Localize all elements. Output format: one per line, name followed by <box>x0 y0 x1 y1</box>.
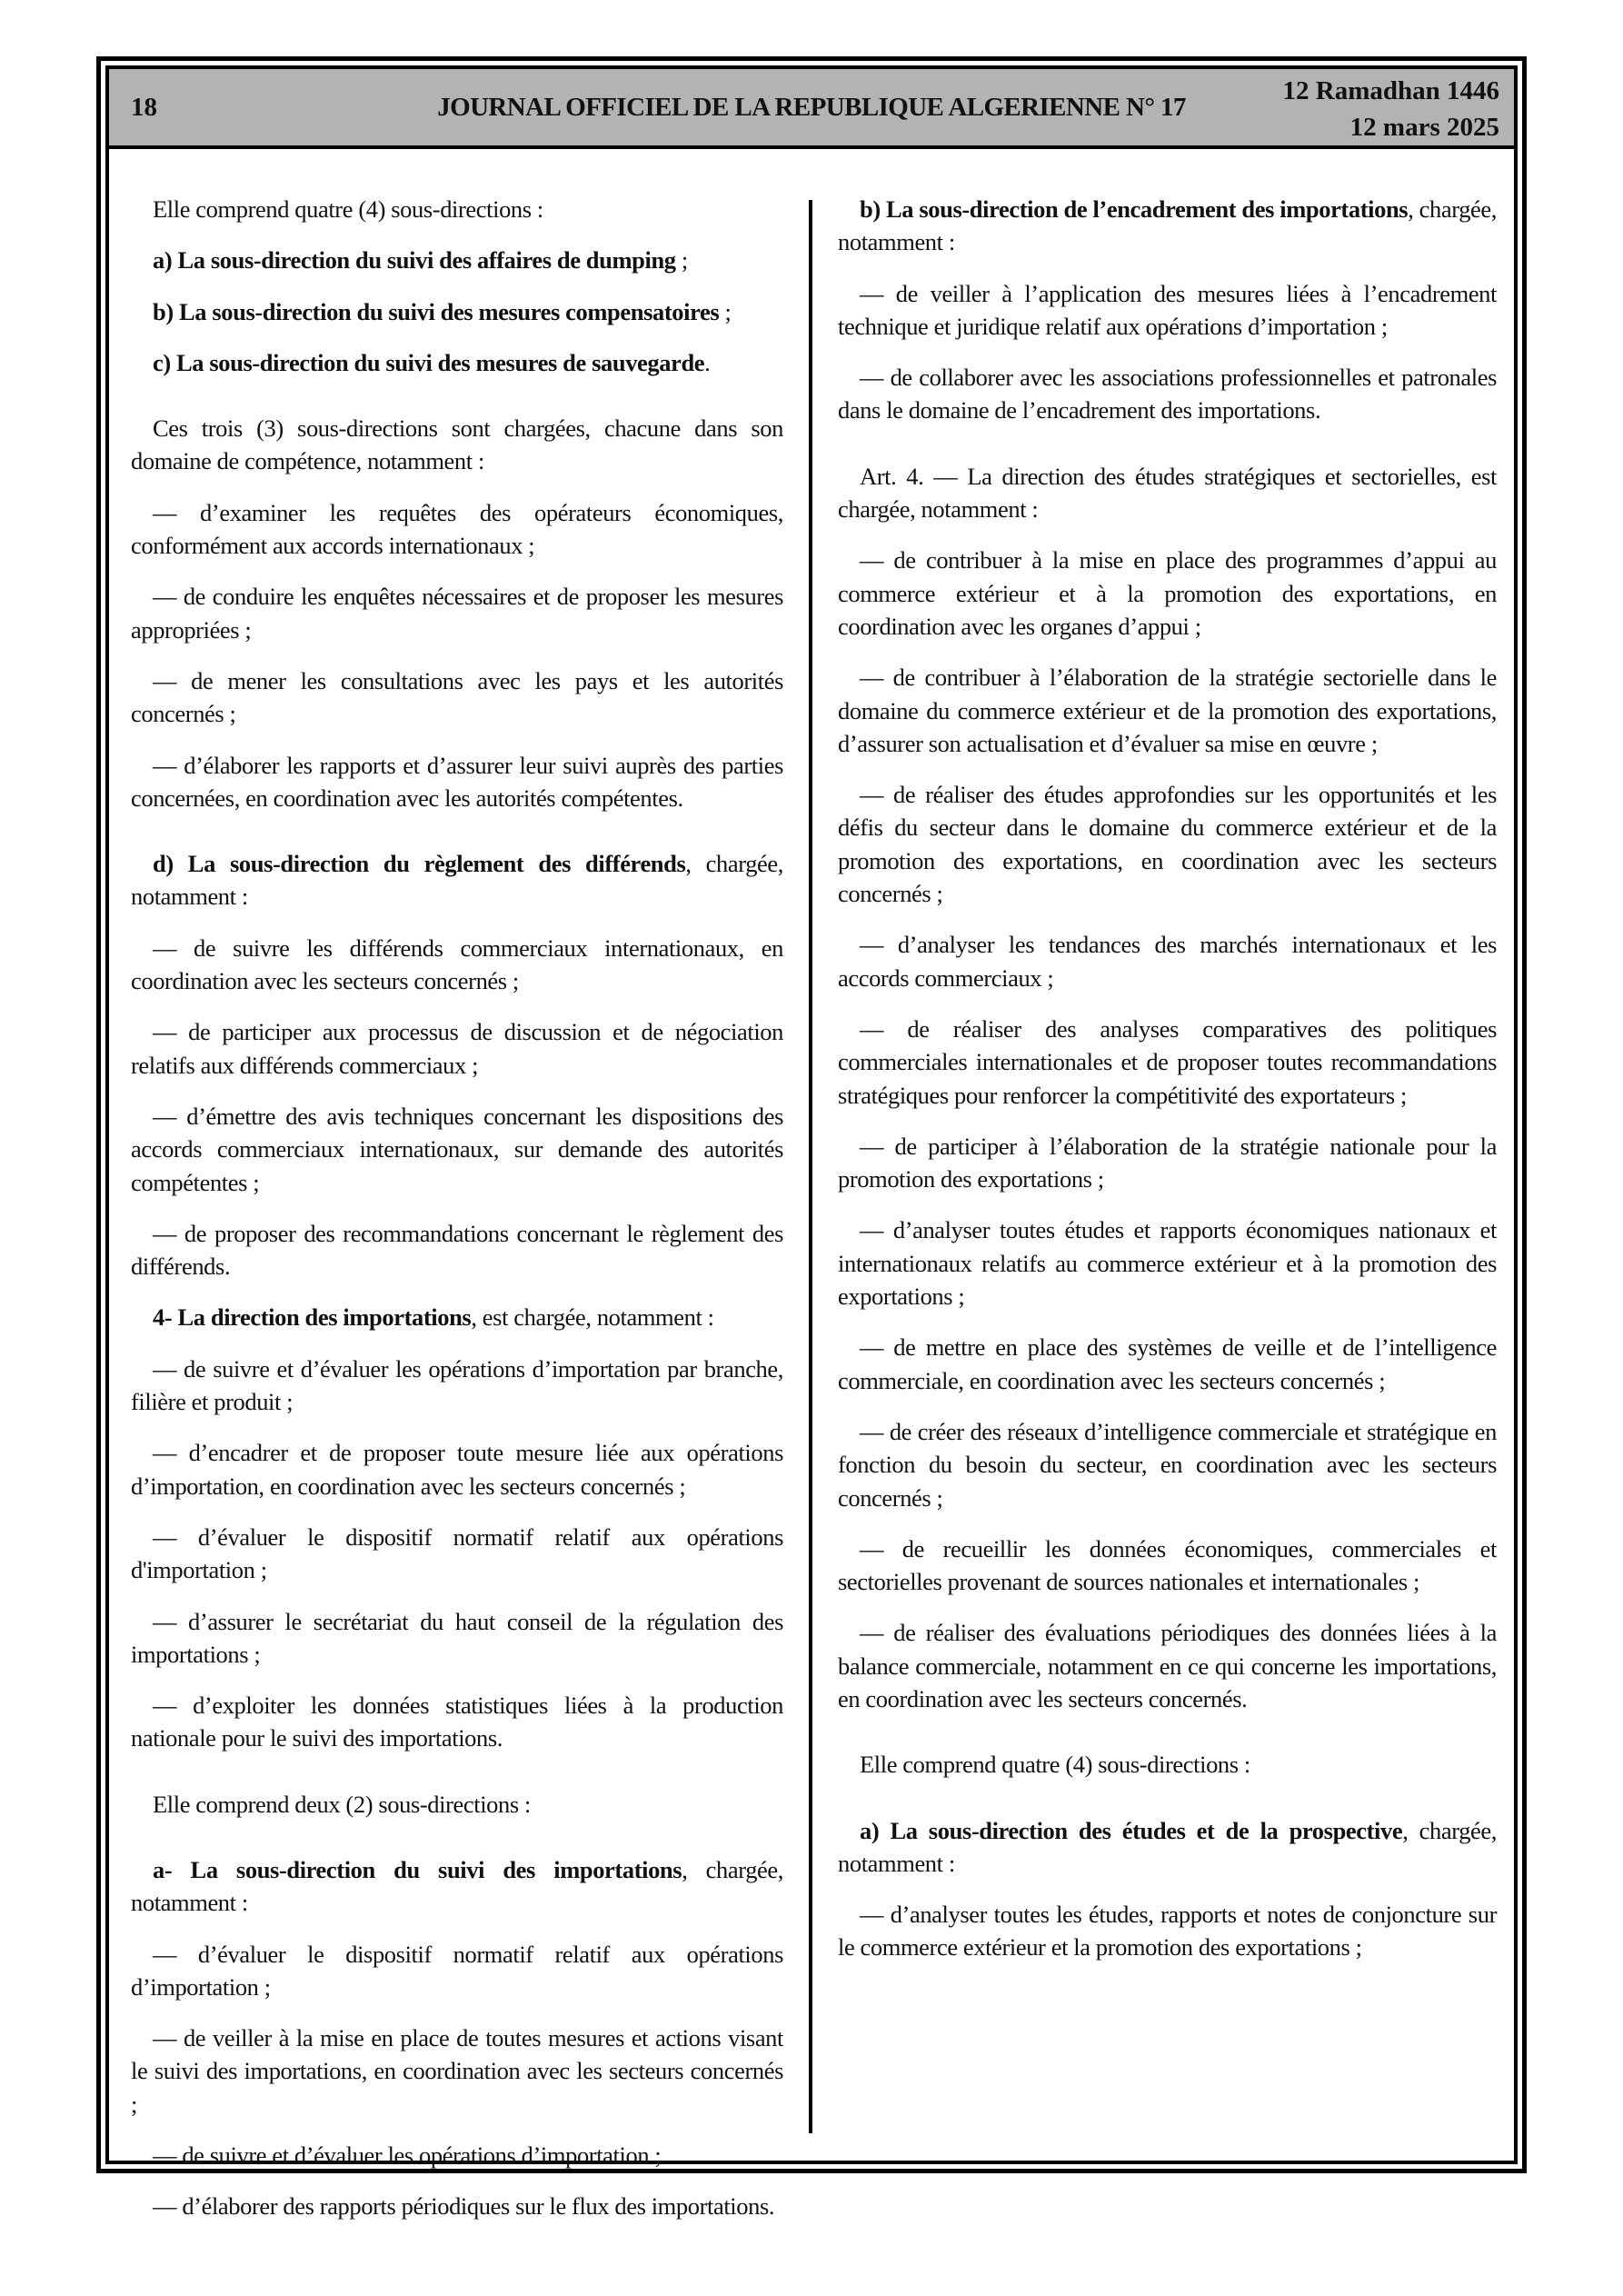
left-column <box>131 193 783 2241</box>
paragraph-text: — de réaliser des évaluations périodiques des données liées à la balance commerciale, notamment en ce qui concerne les importations, en coordination avec les secteurs concernés. <box>838 1619 1497 1712</box>
paragraph <box>131 1521 783 1587</box>
issue-date <box>1283 73 1500 145</box>
paragraph <box>131 1938 783 2004</box>
journal-title: JOURNAL OFFICIEL DE LA REPUBLIQUE ALGERIENNE N° 17 <box>437 93 1186 122</box>
paragraph-text: — d’encadrer et de proposer toute mesure liée aux opérations d’importation, en coordination avec les secteurs concernés ; <box>131 1439 783 1500</box>
column-divider <box>809 200 812 2133</box>
paragraph <box>838 361 1497 427</box>
paragraph <box>131 412 783 478</box>
paragraph-text: — de suivre et d’évaluer les opérations d’importation ; <box>153 2141 662 2170</box>
paragraph-text: — de participer aux processus de discussion et de négociation relatifs aux différends commerciaux ; <box>131 1018 783 1079</box>
paragraph-heading: 4- La direction des importations <box>153 1303 472 1332</box>
paragraph <box>838 928 1497 994</box>
paragraph-text: — d’évaluer le dispositif normatif relatif aux opérations d'importation ; <box>131 1522 783 1584</box>
date-gregorian: 12 mars 2025 <box>1349 113 1499 142</box>
page-number: 18 <box>131 93 157 122</box>
paragraph-heading: b) La sous-direction de l’encadrement des importations <box>860 195 1409 223</box>
paragraph <box>131 2190 783 2222</box>
paragraph-text: — d’assurer le secrétariat du haut conseil de la régulation des importations ; <box>131 1607 783 1668</box>
paragraph <box>838 1898 1497 1964</box>
paragraph <box>131 1853 783 1920</box>
paragraph-text: — de participer à l’élaboration de la stratégie nationale pour la promotion des exportations ; <box>838 1132 1497 1193</box>
paragraph-text: — de recueillir les données économiques, commerciales et sectorielles provenant de sources nationales et internationales ; <box>838 1534 1497 1596</box>
paragraph-text: — d’analyser les tendances des marchés internationaux et les accords commerciaux ; <box>838 931 1497 992</box>
paragraph-text: Art. 4. — La direction des études stratégiques et sectorielles, est chargée, notamment : <box>838 462 1497 524</box>
paragraph <box>838 544 1497 643</box>
paragraph-heading: a) La sous-direction du suivi des affaires de dumping <box>153 246 676 275</box>
paragraph-text: — d’élaborer des rapports périodiques sur le flux des importations. <box>153 2192 775 2221</box>
paragraph-text: — d’exploiter les données statistiques liées à la production nationale pour le suivi des importations. <box>131 1692 783 1752</box>
journal-header <box>109 69 1514 149</box>
paragraph-text: Elle comprend quatre (4) sous-directions : <box>860 1751 1250 1779</box>
paragraph <box>838 661 1497 760</box>
paragraph <box>838 1013 1497 1112</box>
paragraph-text: . <box>704 348 711 376</box>
paragraph-text: — de veiller à l’application des mesures liées à l’encadrement technique et juridique relatif aux opérations d’importation ; <box>838 279 1497 340</box>
paragraph-heading: b) La sous-direction du suivi des mesures compensatoires <box>153 297 720 325</box>
paragraph <box>131 664 783 731</box>
paragraph-text: — de créer des réseaux d’intelligence commerciale et stratégique en fonction du besoin du secteur, en coordination avec les secteurs concernés ; <box>838 1417 1497 1512</box>
paragraph-text: — d’émettre des avis techniques concernant les dispositions des accords commerciaux internationaux, sur demande des autorités compétentes ; <box>131 1102 783 1196</box>
paragraph <box>838 1532 1497 1599</box>
paragraph <box>131 295 783 328</box>
paragraph <box>838 1213 1497 1313</box>
paragraph-text: — de conduire les enquêtes nécessaires et de proposer les mesures appropriées ; <box>131 583 783 644</box>
paragraph <box>838 1814 1497 1881</box>
paragraph <box>838 1616 1497 1715</box>
paragraph <box>131 580 783 646</box>
paragraph-heading: d) La sous-direction du règlement des différends <box>153 850 686 878</box>
paragraph <box>131 496 783 563</box>
paragraph <box>131 2021 783 2121</box>
paragraph <box>131 1689 783 1755</box>
paragraph-text: , chargée, notamment : <box>838 195 1497 256</box>
paragraph <box>131 1100 783 1199</box>
paragraph-text: ; <box>675 246 688 275</box>
paragraph <box>131 1788 783 1821</box>
paragraph-text: — d’analyser toutes études et rapports économiques nationaux et internationaux relatifs au commerce extérieur et à la promotion des exportations ; <box>838 1216 1497 1311</box>
paragraph-text: Elle comprend quatre (4) sous-directions : <box>153 195 543 223</box>
paragraph-heading: a) La sous-direction des études et de la prospective <box>860 1816 1403 1844</box>
paragraph <box>131 193 783 225</box>
paragraph <box>131 244 783 276</box>
paragraph <box>131 1436 783 1502</box>
right-column <box>838 193 1497 1982</box>
paragraph-text: — d’analyser toutes les études, rapports et notes de conjoncture sur le commerce extérieur et la promotion des exportations ; <box>838 1901 1497 1962</box>
paragraph-text: — de suivre les différends commerciaux internationaux, en coordination avec les secteurs concernés ; <box>131 933 783 995</box>
paragraph <box>131 1605 783 1672</box>
paragraph-text: — d’examiner les requêtes des opérateurs économiques, conformément aux accords internationaux ; <box>131 498 783 560</box>
paragraph-text: — de veiller à la mise en place de toutes mesures et actions visant le suivi des importations, en coordination avec les secteurs concernés ; <box>131 2024 783 2118</box>
paragraph <box>838 1415 1497 1514</box>
paragraph <box>838 193 1497 259</box>
paragraph <box>131 1301 783 1333</box>
paragraph <box>838 1748 1497 1781</box>
paragraph-text: — de réaliser des analyses comparatives des politiques commerciales internationales et de proposer toutes recommandations stratégiques pour renforcer la compétitivité des exportateurs ; <box>838 1014 1497 1109</box>
paragraph <box>838 277 1497 344</box>
paragraph-text: — de collaborer avec les associations professionnelles et patronales dans le domaine de l’encadrement des importations. <box>838 364 1497 424</box>
paragraph-text: Ces trois (3) sous-directions sont chargées, chacune dans son domaine de compétence, notamment : <box>131 414 783 475</box>
paragraph <box>131 749 783 815</box>
paragraph-text: — de réaliser des études approfondies sur les opportunités et les défis du secteur dans le domaine du commerce extérieur et de la promotion des exportations, en coordination avec les secteurs concernés ; <box>838 781 1497 908</box>
paragraph-text: — de mettre en place des systèmes de veille et de l’intelligence commerciale, en coordination avec les secteurs concernés ; <box>838 1333 1497 1394</box>
paragraph-text: — de contribuer à l’élaboration de la stratégie sectorielle dans le domaine du commerce extérieur et de la promotion des exportations, d’assurer son actualisation et d’évaluer sa mise en œuvre ; <box>838 664 1497 757</box>
paragraph <box>131 847 783 913</box>
paragraph-text: , est chargée, notamment : <box>471 1303 714 1332</box>
paragraph <box>131 346 783 379</box>
paragraph-text: , chargée, notamment : <box>131 1855 783 1917</box>
paragraph <box>131 1015 783 1082</box>
paragraph-heading: c) La sous-direction du suivi des mesures de sauvegarde <box>153 348 705 376</box>
paragraph-text: — de mener les consultations avec les pays et les autorités concernés ; <box>131 666 783 728</box>
paragraph <box>131 2139 783 2171</box>
date-hijri: 12 Ramadhan 1446 <box>1282 76 1499 105</box>
paragraph <box>838 460 1497 526</box>
paragraph-text: — de contribuer à la mise en place des programmes d’appui au commerce extérieur et à la promotion des exportations, en coordination avec les organes d’appui ; <box>838 546 1497 640</box>
paragraph-text: — de suivre et d’évaluer les opérations d’importation par branche, filière et produit ; <box>131 1354 783 1416</box>
paragraph <box>838 778 1497 910</box>
paragraph <box>131 932 783 998</box>
paragraph-text: ; <box>719 297 732 325</box>
paragraph-text: — d’évaluer le dispositif normatif relatif aux opérations d’importation ; <box>131 1940 783 2001</box>
paragraph-text: , chargée, notamment : <box>838 1816 1497 1877</box>
paragraph <box>131 1353 783 1419</box>
paragraph-text: Elle comprend deux (2) sous-directions : <box>153 1790 531 1818</box>
paragraph-heading: a- La sous-direction du suivi des importations <box>153 1855 682 1883</box>
paragraph-text: — de proposer des recommandations concernant le règlement des différends. <box>131 1219 783 1281</box>
paragraph-text: — d’élaborer les rapports et d’assurer leur suivi auprès des parties concernées, en coordination avec les autorités compétentes. <box>131 751 783 812</box>
paragraph-text: , chargée, notamment : <box>131 850 783 911</box>
paragraph <box>131 1217 783 1283</box>
paragraph <box>838 1331 1497 1397</box>
paragraph <box>838 1130 1497 1196</box>
